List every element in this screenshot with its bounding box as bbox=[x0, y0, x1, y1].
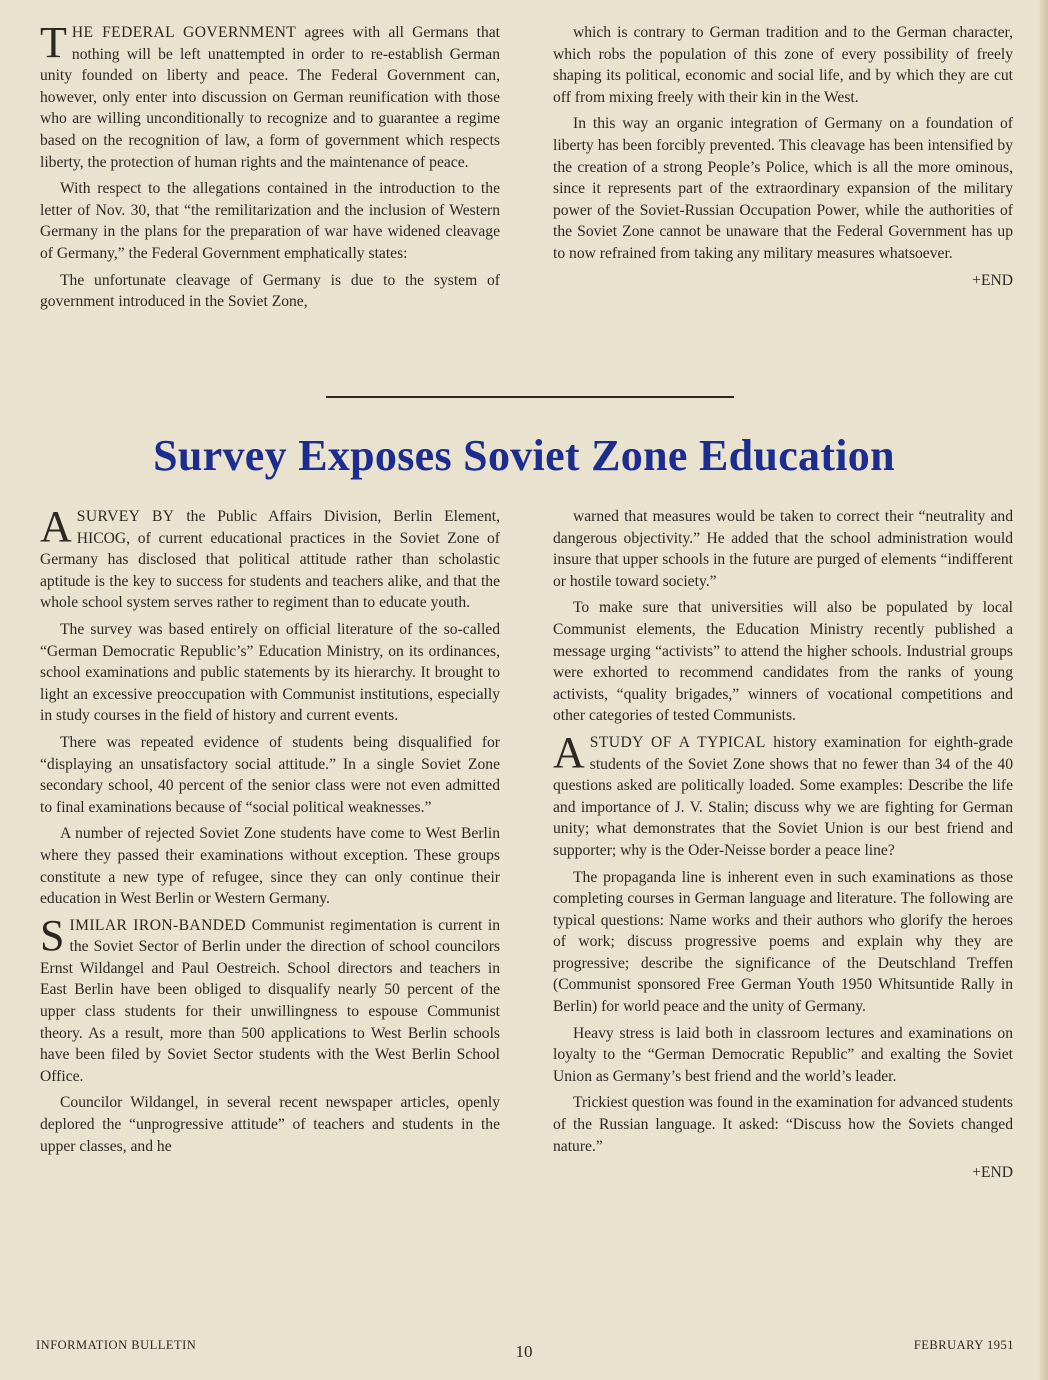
paragraph-text: which is contrary to German tradition and to the German character, which robs the population of this zone of every possibility of freely shaping its political, economic and social life, and by which they are cut off from mixing freely with their kin in the West. bbox=[553, 24, 1013, 106]
paragraph-text: The unfortunate cleavage of Germany is due to the system of government introduced in the Soviet Zone, bbox=[40, 271, 500, 311]
paragraph bbox=[40, 1092, 500, 1157]
paragraph-text: Communist regimentation is current in the Soviet Sector of Berlin under the direction of school councilors Ernst Wildangel and Paul Oestreich. School directors and teachers in East Berlin have been obliged to disqualify nearly 50 percent of the upper class students for their unwillingness to espouse Communist theory. As a result, more than 500 applications to West Berlin schools have been filed by Soviet Sector students with the West Berlin School Office. bbox=[40, 916, 500, 1085]
page-binding-edge bbox=[1038, 0, 1048, 1380]
paragraph bbox=[553, 597, 1013, 727]
drop-cap: A bbox=[553, 727, 585, 777]
lead-in: STUDY OF A TYPICAL bbox=[589, 733, 766, 751]
paragraph-text: To make sure that universities will also be populated by local Communist elements, the Education Ministry recently published a message urging “activists” to attend the higher schools. Industrial groups were exhorted to recommend candidates from the ranks of young activists, “quality brigades,” winners of vocational competitions and other categories of tested Communists. bbox=[553, 599, 1013, 725]
article-headline: Survey Exposes Soviet Zone Education bbox=[153, 431, 895, 480]
paragraph-text: agrees with all Germans that nothing will be left unattempted in order to re-establish German unity founded on liberty and peace. The Federal Government can, however, only enter into discussion on German reunification with those who are willing unconditionally to recognize and to guarantee a regime based on the recognition of law, a form of government which respects liberty, the protection of human rights and the maintenance of peace. bbox=[40, 24, 500, 171]
drop-cap: T bbox=[40, 18, 67, 67]
lead-in: SURVEY BY bbox=[76, 508, 175, 525]
paragraph bbox=[553, 1092, 1013, 1157]
paragraph bbox=[553, 727, 1013, 862]
lead-in: HE FEDERAL GOVERNMENT bbox=[71, 24, 297, 41]
paragraph-text: Trickiest question was found in the examination for advanced students of the Russian language. It asked: “Discuss how the Soviets changed nature.” bbox=[553, 1094, 1013, 1155]
paragraph-text: the Public Affairs Division, Berlin Element, HICOG, of current educational practices in the Soviet Zone of Germany has disclosed that political attitude rather than scholastic aptitude is the key to success for students and teachers alike, and that the whole school system serves rather to regiment than to educate youth. bbox=[40, 508, 501, 612]
top-left-column bbox=[40, 18, 500, 318]
lead-in: IMILAR IRON-BANDED bbox=[69, 916, 246, 934]
paragraph-text: Councilor Wildangel, in several recent newspaper articles, openly deplored the “unprogressive attitude” of teachers and students in the upper classes, and he bbox=[40, 1094, 500, 1155]
paragraph bbox=[40, 178, 500, 264]
paragraph bbox=[553, 1023, 1013, 1088]
end-mark: +END bbox=[972, 271, 1013, 289]
drop-cap: A bbox=[40, 502, 72, 551]
paragraph-text: Heavy stress is laid both in classroom lectures and examinations on loyalty to the “German Democratic Republic” and exalting the Soviet Union as Germany’s best friend and the world’s leader. bbox=[553, 1024, 1013, 1085]
paragraph-text: In this way an organic integration of Germany on a foundation of liberty has been forcibly prevented. This cleavage has been intensified by the creation of a strong People’s Police, which is all the more ominous, since it represents part of the extraordinary expansion of the military power of the Soviet-Russian Occupation Power, while the authorities of the Soviet Zone cannot be unaware that the Federal Government has up to now refrained from taking any military measures whatsoever. bbox=[553, 115, 1013, 262]
page-number: 10 bbox=[515, 1342, 533, 1361]
paragraph-text: history examination for eighth-grade students of the Soviet Zone shows that no fewer than 34 of the 40 questions asked are politically loaded. Some examples: Describe the life and importance of J. V. Stalin; discuss why we are fighting for German unity; what demonstrates that the Soviet Union is our best friend and supporter; why is the Oder-Neisse border a peace line? bbox=[553, 733, 1013, 859]
paragraph bbox=[40, 823, 500, 909]
paragraph-text: The survey was based entirely on official literature of the so-called “German Democratic Republic’s” Education Ministry, on its ordinances, school examinations and public statements by its hierarchy. It brought to light an excessive preoccupation with Communist institutions, especially in study courses in the field of history and current events. bbox=[40, 620, 500, 725]
paragraph bbox=[553, 113, 1013, 264]
section-divider bbox=[326, 396, 734, 398]
paragraph-text: warned that measures would be taken to correct their “neutrality and dangerous objectivity.” He added that the school administration would insure that upper schools in the future are purged of elements “indifferent or hostile toward society.” bbox=[553, 508, 1013, 590]
paragraph bbox=[40, 270, 500, 313]
footer-date: FEBRUARY 1951 bbox=[913, 1338, 1014, 1352]
paragraph-text: There was repeated evidence of students being disqualified for “displaying an unsatisfactory social attitude.” In a single Soviet Zone secondary school, 40 percent of the senior class were not even admitted to final examinations because of “social political weaknesses.” bbox=[40, 733, 500, 816]
article-left-column bbox=[40, 502, 501, 1162]
paragraph bbox=[553, 506, 1013, 592]
paragraph bbox=[40, 910, 500, 1088]
paragraph bbox=[553, 22, 1013, 108]
paragraph-text: A number of rejected Soviet Zone students have come to West Berlin where they passed their examinations without exception. These groups constitute a new type of refugee, since they can only continue their education in West Berlin or Western Germany. bbox=[40, 825, 500, 908]
footer-publication: INFORMATION BULLETIN bbox=[36, 1338, 197, 1352]
end-mark: +END bbox=[972, 1164, 1013, 1182]
paragraph bbox=[40, 619, 500, 727]
paragraph bbox=[40, 732, 500, 818]
top-right-column bbox=[553, 22, 1013, 296]
paragraph bbox=[40, 18, 500, 173]
paragraph bbox=[40, 502, 501, 614]
drop-cap: S bbox=[40, 910, 65, 960]
paragraph-text: With respect to the allegations contained in the introduction to the letter of Nov. 30, that “the remilitarization and the inclusion of Western Germany in the plans for the preparation of war have widened cleavage of Germany,” the Federal Government emphatically states: bbox=[40, 180, 500, 262]
paragraph-text: The propaganda line is inherent even in such examinations as those completing courses in German language and literature. The following are typical questions: Name works and their authors who glorify the heroes of work; discuss progressive poems and explain why they are progressive; describe the significance of the Deutschland Treffen (Communist sponsored Free German Youth 1950 Whitsuntide Rally in Berlin) for world peace and the unity of Germany. bbox=[553, 868, 1013, 1016]
paragraph bbox=[553, 867, 1013, 1018]
article-right-column bbox=[553, 506, 1013, 1189]
